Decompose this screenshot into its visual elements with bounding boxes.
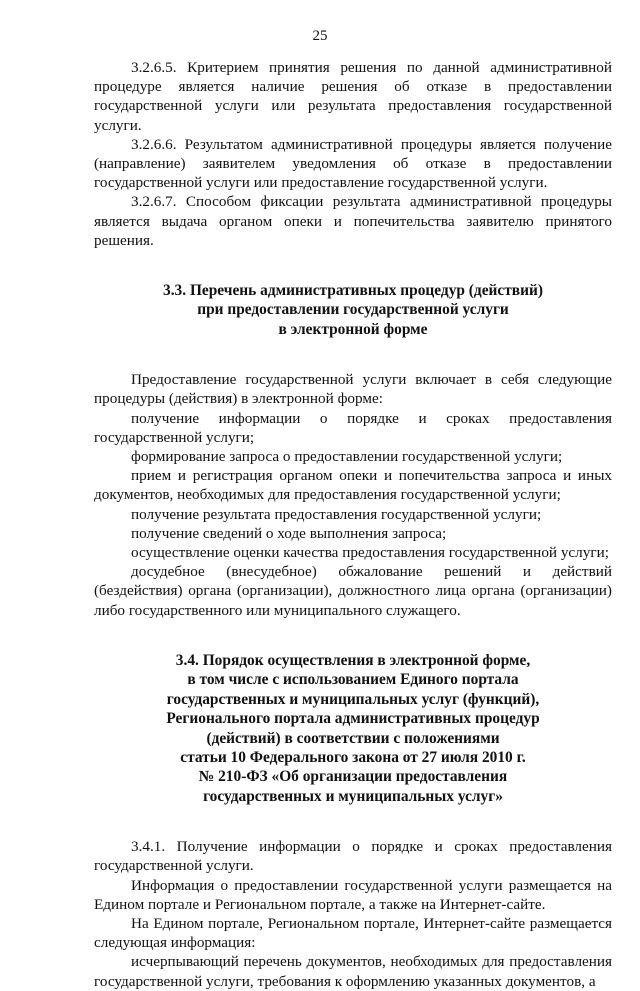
section-3-4-heading <box>94 651 612 806</box>
heading-line: № 210-ФЗ «Об организации предоставления <box>198 768 508 786</box>
page-number: 25 <box>312 28 328 44</box>
heading-line: 3.3. Перечень административных процедур (действий) <box>163 282 543 300</box>
heading-line: государственных и муниципальных услуг» <box>203 787 503 805</box>
paragraph-intro-procedures: Предоставление государственной услуги включает в себя следующие процедуры (действия) в электронной форме: <box>94 371 612 408</box>
list-item-procedure: досудебное (внесудебное) обжалование решений и действий (бездействия) органа (организации), должностного лица органа (организации) либо государственного или муниципального служащего. <box>94 563 612 619</box>
paragraph-3-4-1: 3.4.1. Получение информации о порядке и сроках предоставления государственной услуги. <box>94 838 612 875</box>
heading-line: в том числе с использованием Единого портала <box>187 671 519 689</box>
paragraph-info-list-intro: На Едином портале, Региональном портале, Интернет-сайте размещается следующая информация: <box>94 914 612 952</box>
heading-line: 3.4. Порядок осуществления в электронной форме, <box>175 651 531 669</box>
list-item-procedure: получение сведений о ходе выполнения запроса; <box>131 524 447 542</box>
list-item-procedure: формирование запроса о предоставлении государственной услуги; <box>131 448 563 466</box>
heading-line: (действий) в соответствии с положениями <box>206 729 500 747</box>
paragraph-3-2-6-5: 3.2.6.5. Критерием принятия решения по данной административной процедуре является наличие решения об отказе в предоставлении государственной услуги или результата предоставления государственной услуги. <box>94 59 612 134</box>
heading-line: в электронной форме <box>278 320 428 338</box>
heading-line: при предоставлении государственной услуги <box>197 301 509 319</box>
list-item-procedure: получение информации о порядке и сроках предоставления государственной услуги; <box>94 409 612 446</box>
paragraph-3-2-6-6: 3.2.6.6. Результатом административной процедуры является получение (направление) заявителем уведомления об отказе в предоставлении государственной услуги или предоставление государственной услуги. <box>94 135 612 192</box>
section-3-3-heading <box>94 281 612 339</box>
document-body <box>94 58 612 991</box>
list-item-procedure: прием и регистрация органом опеки и попечительства запроса и иных документов, необходимых для предоставления государственной услуги; <box>94 467 612 504</box>
list-item-procedure: осуществление оценки качества предоставления государственной услуги; <box>131 544 609 562</box>
list-item-procedure: получение результата предоставления государственной услуги; <box>131 505 542 523</box>
heading-line: статьи 10 Федерального закона от 27 июля 2010 г. <box>180 748 526 766</box>
paragraph-3-2-6-7: 3.2.6.7. Способом фиксации результата административной процедуры является выдача органом опеки и попечительства заявителю принятого решения. <box>94 193 612 249</box>
paragraph-documents-list: исчерпывающий перечень документов, необходимых для предоставления государственной услуги, требования к оформлению указанных документов, а <box>94 953 612 990</box>
heading-line: Регионального портала административных процедур <box>166 710 540 728</box>
paragraph-info-placement: Информация о предоставлении государственной услуги размещается на Едином портале и Региональном портале, а также на Интернет-сайте. <box>94 876 612 913</box>
heading-line: государственных и муниципальных услуг (функций), <box>166 690 540 708</box>
